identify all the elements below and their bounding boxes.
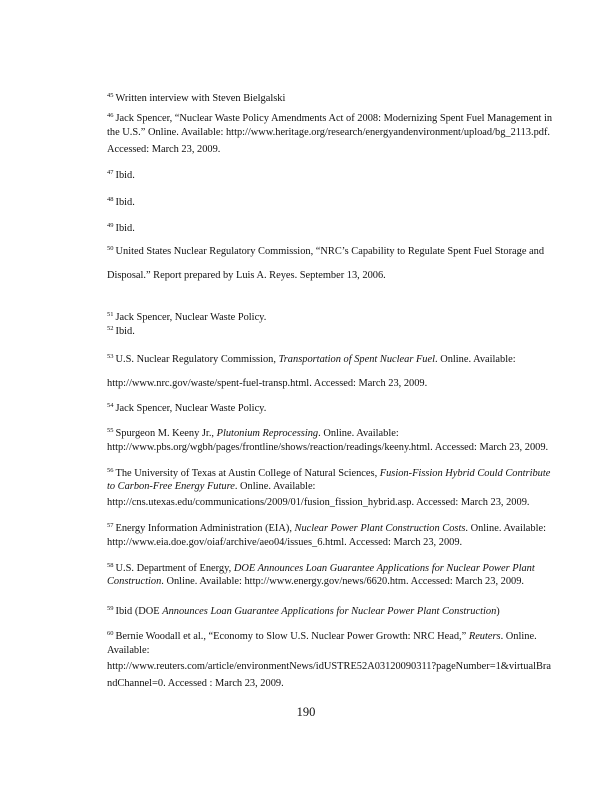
footnote-text: . Online. Available: (234, 481, 316, 492)
footnote-line (107, 220, 135, 235)
footnote-line (107, 378, 427, 390)
italic-title-text: Announces Loan Guarantee Applications for Nuclear Power Plant Construction (162, 606, 497, 617)
footnote-line (107, 442, 548, 454)
footnote-text: Spurgeon M. Keeny Jr., (115, 428, 217, 439)
footnote-line (107, 127, 550, 139)
footnote-number: 49 (107, 222, 114, 229)
footnote-line (107, 537, 462, 549)
footnote-number: 56 (107, 467, 114, 474)
footnote-line (107, 400, 266, 415)
footnote-text: Ibid (DOE (115, 606, 163, 617)
footnote-line (107, 678, 284, 690)
footnote-text: Energy Information Administration (EIA), (115, 523, 295, 534)
footnote-line (107, 603, 500, 618)
footnote-text: . Online. (500, 631, 537, 642)
footnote-number: 60 (107, 630, 114, 637)
footnote-line (107, 497, 530, 509)
footnote-text: . Online. Available: http://www.energy.gov/news/6620.htm. Accessed: March 23, 2009. (161, 576, 525, 587)
footnote-line (107, 628, 537, 643)
footnote-line (107, 576, 524, 588)
page-number: 190 (296, 705, 316, 719)
footnote-text: http://www.reuters.com/article/environmentNews/idUSTRE52A03120090311?pageNumber=1&virtualBra (107, 661, 551, 672)
footnote-text: ndChannel=0. Accessed : March 23, 2009. (107, 678, 284, 689)
footnote-text: Jack Spencer, “Nuclear Waste Policy Amendments Act of 2008: Modernizing Spent Fuel Management in (115, 113, 553, 124)
footnote-text: http://www.nrc.gov/waste/spent-fuel-transp.html. Accessed: March 23, 2009. (107, 378, 428, 389)
footnote-text: http://www.eia.doe.gov/oiaf/archive/aeo04/issues_6.html. Accessed: March 23, 2009. (107, 537, 463, 548)
footnote-number: 53 (107, 353, 114, 360)
footnote-text: Accessed: March 23, 2009. (107, 144, 221, 155)
footnote-text: http://cns.utexas.edu/communications/2009/01/fusion_fission_hybrid.asp. Accessed: March 23, 2009. (107, 497, 530, 508)
italic-title-text: Nuclear Power Plant Construction Costs (294, 523, 466, 534)
footnote-text: http://www.pbs.org/wgbh/pages/frontline/shows/reaction/readings/keeny.html. Accessed: March 23, 2009. (107, 442, 549, 453)
footnote-text: Disposal.” Report prepared by Luis A. Reyes. September 13, 2006. (107, 270, 386, 281)
footnote-line (107, 560, 535, 575)
footnote-line (107, 309, 266, 324)
footnote-text: Available: (107, 645, 150, 656)
footnote-line (107, 661, 551, 673)
footnote-number: 57 (107, 522, 114, 529)
footnote-number: 47 (107, 169, 114, 176)
footnote-text: U.S. Nuclear Regulatory Commission, (115, 354, 279, 365)
footnote-number: 51 (107, 311, 114, 318)
footnote-line (107, 481, 315, 493)
footnote-text: . Online. Available: (435, 354, 516, 365)
italic-title-text: Plutonium Reprocessing (216, 428, 319, 439)
footnote-text: Jack Spencer, Nuclear Waste Policy. (115, 312, 267, 323)
footnote-line (107, 520, 546, 535)
footnote-text: Bernie Woodall et al., “Economy to Slow U.S. Nuclear Power Growth: NRC Head,” (115, 631, 469, 642)
footnote-line (107, 167, 135, 182)
footnote-line (107, 243, 544, 258)
footnote-number: 55 (107, 427, 114, 434)
footnote-text: Ibid. (115, 197, 135, 208)
footnote-text: . Online. Available: (318, 428, 399, 439)
footnote-line (107, 323, 135, 338)
italic-title-text: Fusion-Fission Hybrid Could Contribute (379, 468, 551, 479)
footnote-number: 48 (107, 196, 114, 203)
footnote-text: the U.S.” Online. Available: http://www.heritage.org/research/energyandenvironment/upload/bg_2113.pdf. (107, 127, 551, 138)
italic-title-text: Construction (107, 576, 162, 587)
italic-title-text: Transportation of Spent Nuclear Fuel (278, 354, 435, 365)
footnote-line (107, 351, 516, 366)
footnote-number: 50 (107, 245, 114, 252)
footnote-number: 46 (107, 112, 114, 119)
footnote-number: 58 (107, 562, 114, 569)
footnote-line (107, 270, 386, 282)
footnote-number: 52 (107, 325, 114, 332)
italic-title-text: Reuters (468, 631, 501, 642)
italic-title-text: to Carbon-Free Energy Future (107, 481, 235, 492)
footnote-text: United States Nuclear Regulatory Commission, “NRC’s Capability to Regulate Spent Fuel Storage and (115, 246, 545, 257)
footnote-number: 54 (107, 402, 114, 409)
footnote-text: Written interview with Steven Bielgalski (115, 93, 286, 104)
footnote-line (107, 194, 135, 209)
footnote-text: . Online. Available: (465, 523, 546, 534)
footnote-number: 45 (107, 92, 114, 99)
footnote-line (107, 144, 220, 156)
footnote-text: Jack Spencer, Nuclear Waste Policy. (115, 403, 267, 414)
footnote-text: U.S. Department of Energy, (115, 563, 234, 574)
footnote-text: Ibid. (115, 326, 135, 337)
footnote-text: Ibid. (115, 170, 135, 181)
footnote-text: The University of Texas at Austin College of Natural Sciences, (115, 468, 380, 479)
footnote-text: Ibid. (115, 223, 135, 234)
italic-title-text: DOE Announces Loan Guarantee Applications for Nuclear Power Plant (233, 563, 535, 574)
footnote-text: ) (496, 606, 500, 617)
footnote-line (107, 425, 399, 440)
footnote-line (107, 645, 150, 657)
footnote-number: 59 (107, 605, 114, 612)
footnote-line (107, 110, 552, 125)
footnote-line (107, 90, 285, 105)
footnote-line (107, 465, 550, 480)
